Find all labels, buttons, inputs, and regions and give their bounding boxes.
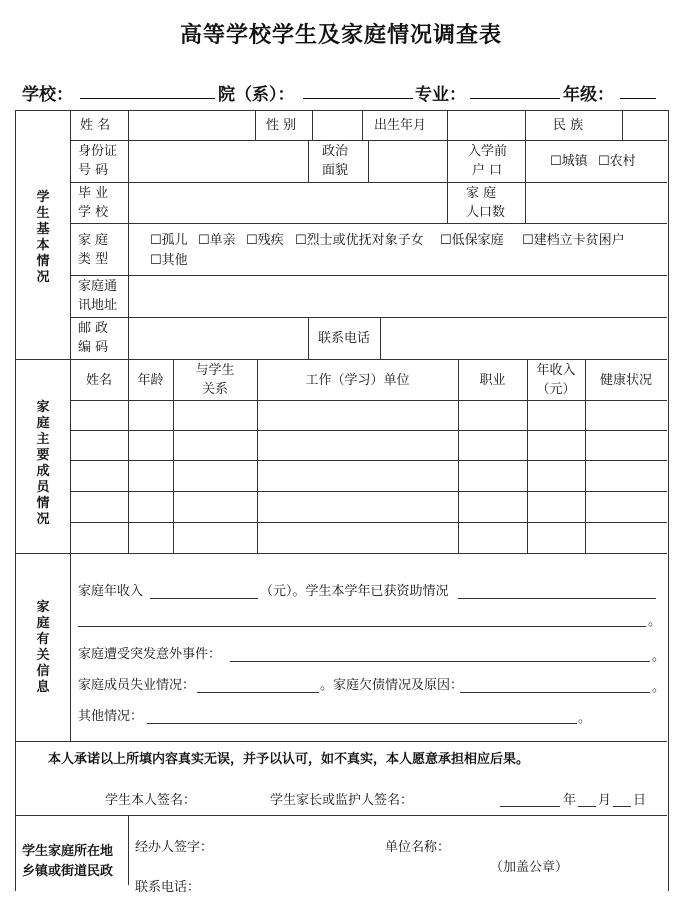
section-label-family-info: 家庭有关信息 [36,600,50,695]
pledge-statement: 本人承诺以上所填内容真实无误，并予以认可，如不真实，本人愿意承担相应后果。 [48,752,530,767]
grade-label: 年级： [563,85,614,105]
family-type-poverty[interactable]: ☐ 建档立卡贫困户 [522,231,625,250]
unemployment-field[interactable] [197,692,319,693]
debt-label: 。家庭欠债情况及原因： [320,678,464,693]
name-field[interactable] [129,111,254,139]
hukou-option-rural[interactable]: ☐ 农村 [598,152,636,171]
ethnicity-label: 民 族 [553,118,584,133]
college-field[interactable] [303,98,413,99]
grid-line [70,110,71,359]
col-income: 年收入（元） [536,363,576,397]
income-label: 家庭年收入 [78,584,144,599]
gender-label: 性 别 [266,118,297,133]
grade-field[interactable] [620,98,656,99]
col-employer: 工作（学习）单位 [305,373,410,388]
family-type-disabled[interactable]: ☐ 残疾 [246,231,284,250]
school-grad-label: 毕 业 [78,186,109,201]
emergency-label: 家庭遭受突发意外事件： [78,647,222,662]
other-label: 其他情况： [78,709,144,724]
postcode-label: 邮 政 [78,321,109,336]
family-type-orphan[interactable]: ☐ 孤儿 [150,231,188,250]
birth-label: 出生年月 [374,118,427,133]
page-title: 高等学校学生及家庭情况调查表 [179,23,502,48]
other-field[interactable] [147,723,577,724]
col-name: 姓名 [85,373,112,388]
month-field[interactable] [578,806,596,807]
school-field[interactable] [80,98,215,99]
income-unit-label: （元）。学生本学年已获资助情况 [260,584,449,599]
handler-sign-label: 经办人签字： [135,840,214,855]
unit-name-label: 单位名称： [385,840,451,855]
col-health: 健康状况 [599,373,652,388]
aid-field[interactable] [458,598,656,599]
col-age: 年龄 [137,373,164,388]
student-sign-label: 学生本人签名： [105,793,197,808]
name-label: 姓 名 [80,118,111,133]
family-type-martyr[interactable]: ☐ 烈士或优抚对象子女 [295,231,424,250]
verification-phone-label: 联系电话： [135,880,201,895]
section-label-basic: 学生基本情况 [36,190,50,285]
family-type-other[interactable]: ☐ 其他 [150,251,188,270]
id-label: 身份证 [78,144,118,159]
day-field[interactable] [613,806,631,807]
col-relation: 与学生关系 [195,363,235,397]
section-label-members: 家庭主要成员情况 [36,400,50,527]
address-label: 家庭通 [78,279,118,294]
family-type-low-income[interactable]: ☐ 低保家庭 [440,231,504,250]
aid-field-continued[interactable] [78,626,646,627]
income-field[interactable] [150,598,258,599]
major-label: 专业： [415,85,466,105]
parent-sign-label: 学生家长或监护人签名： [270,793,414,808]
family-type-label: 家 庭 [78,233,109,248]
major-field[interactable] [470,98,560,99]
survey-form [15,110,669,891]
school-label: 学校： [22,85,73,105]
seal-label: （加盖公章） [490,860,569,875]
family-size-label: 家 庭 [466,186,497,201]
political-label: 政治 [322,144,349,159]
hukou-option-urban[interactable]: ☐ 城镇 [550,152,588,171]
unemployment-label: 家庭成员失业情况： [78,678,196,693]
verification-label: 学生家庭所在地 [22,844,114,859]
hukou-label: 入学前 [468,144,508,159]
college-label: 院（系）： [218,85,295,105]
emergency-field[interactable] [230,661,650,662]
debt-field[interactable] [460,692,650,693]
phone-label: 联系电话 [318,331,371,346]
col-occupation: 职业 [479,373,506,388]
family-type-single-parent[interactable]: ☐ 单亲 [198,231,236,250]
year-field[interactable] [500,806,560,807]
